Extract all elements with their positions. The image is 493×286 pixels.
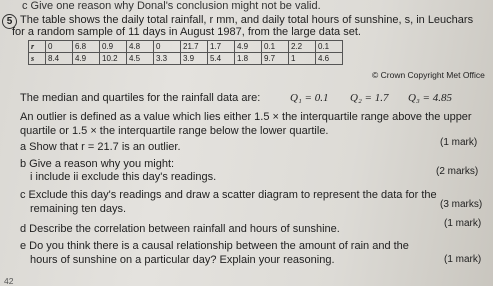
table-row-label: s — [29, 53, 46, 65]
table-cell: 3.3 — [154, 53, 181, 65]
table-cell: 4.9 — [73, 53, 100, 65]
q3-value: Q₃ = 4.85 — [408, 92, 452, 104]
table-cell: 9.7 — [262, 53, 289, 65]
table-cell: 6.8 — [73, 41, 100, 53]
part-d: d Describe the correlation between rainfall and hours of sunshine. — [20, 223, 340, 235]
q2-value: Q₂ = 1.7 — [350, 92, 389, 104]
table-cell: 0.1 — [262, 41, 289, 53]
table-cell: 4.5 — [127, 53, 154, 65]
table-cell: 0.1 — [316, 41, 343, 53]
table-cell: 5.4 — [208, 53, 235, 65]
table-row-sunshine — [29, 53, 343, 65]
table-cell: 8.4 — [46, 53, 73, 65]
part-c-line-2: remaining ten days. — [30, 203, 126, 215]
table-cell: 0 — [154, 41, 181, 53]
table-cell: 10.2 — [100, 53, 127, 65]
table-row-label: r — [29, 41, 46, 53]
table-cell: 1.7 — [208, 41, 235, 53]
page-number: 42 — [4, 276, 14, 286]
table-cell: 3.9 — [181, 53, 208, 65]
intro-line-2: for a random sample of 11 days in August 1987, from the large data set. — [12, 26, 361, 38]
table-cell: 4.9 — [235, 41, 262, 53]
table-cell: 4.6 — [316, 53, 343, 65]
table-cell: 1 — [289, 53, 316, 65]
table-cell: 2.2 — [289, 41, 316, 53]
part-b: b Give a reason why you might: — [20, 158, 175, 170]
part-e-line-1: e Do you think there is a causal relationship between the amount of rain and the — [20, 240, 409, 252]
q1-value: Q₁ = 0.1 — [290, 92, 329, 104]
table-cell: 0 — [46, 41, 73, 53]
intro-line-1: The table shows the daily total rainfall, r mm, and daily total hours of sunshine, s, in Leuchars — [20, 14, 474, 26]
part-b-marks: (2 marks) — [436, 166, 479, 177]
outlier-definition-line-2: quartile or 1.5 × the interquartile range below the lower quartile. — [20, 125, 329, 137]
table-cell: 4.8 — [127, 41, 154, 53]
data-table — [28, 40, 343, 65]
part-e-line-2: hours of sunshine on a particular day? Explain your reasoning. — [30, 254, 335, 266]
part-d-marks: (1 mark) — [444, 218, 482, 229]
table-row-rainfall — [29, 41, 343, 53]
part-a: a Show that r = 21.7 is an outlier. — [20, 141, 181, 153]
median-quartiles-text: The median and quartiles for the rainfall data are: — [20, 92, 261, 104]
table-cell: 0.9 — [100, 41, 127, 53]
question-number: 5 — [2, 14, 17, 29]
part-c-marks: (3 marks) — [440, 199, 483, 210]
copyright-note: © Crown Copyright Met Office — [372, 70, 485, 80]
part-a-marks: (1 mark) — [440, 137, 478, 148]
table-cell: 1.8 — [235, 53, 262, 65]
previous-part-text: c Give one reason why Donal's conclusion might not be valid. — [22, 0, 321, 12]
part-b-sub: i include ii exclude this day's readings. — [30, 171, 217, 183]
table-cell: 21.7 — [181, 41, 208, 53]
outlier-definition-line-1: An outlier is defined as a value which lies either 1.5 × the interquartile range above the upper — [20, 111, 472, 123]
part-c-line-1: c Exclude this day's readings and draw a scatter diagram to represent the data for the — [20, 189, 437, 201]
part-e-marks: (1 mark) — [444, 254, 482, 265]
